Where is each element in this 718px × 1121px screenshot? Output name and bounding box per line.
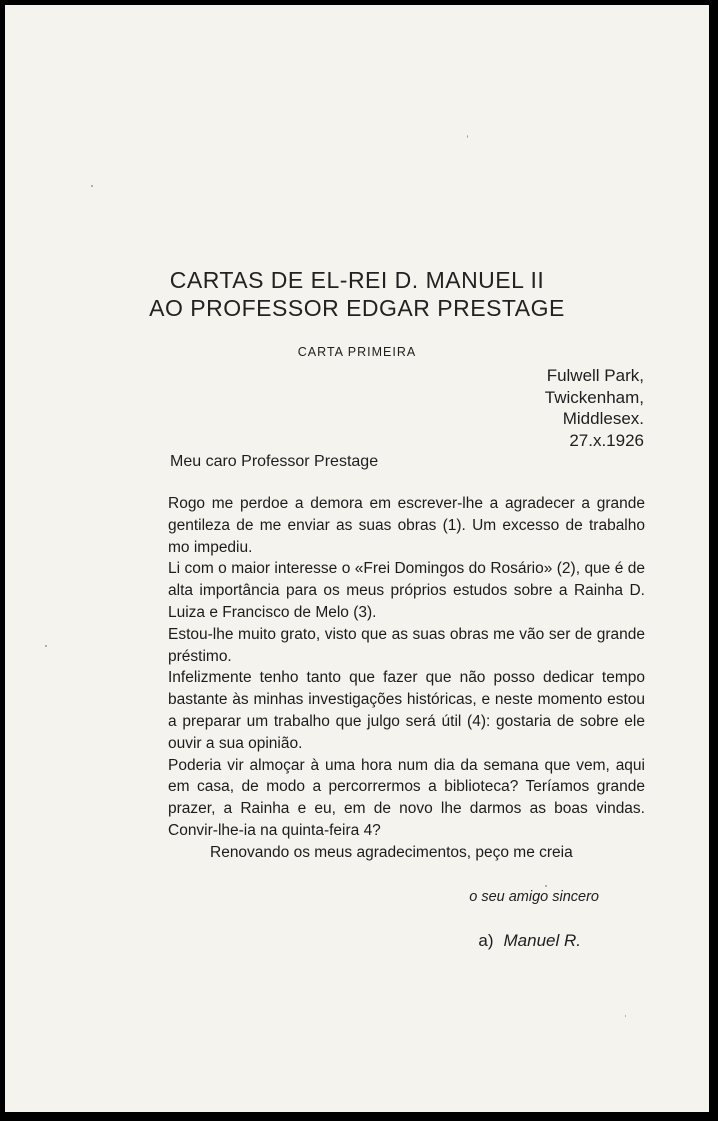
paragraph: Rogo me perdoe a demora em escrever-lhe a agradecer a grande gentileza de me enviar as suas obras (1). Um excesso de trabalho mo impediu. [168, 495, 645, 556]
paragraph: Estou-lhe muito grato, visto que as suas obras me vão ser de grande préstimo. [168, 625, 645, 665]
paragraph: Poderia vir almoçar à uma hora num dia da semana que vem, aqui em casa, de modo a percorrermos a biblioteca? Teríamos grande prazer, a Rainha e eu, em de novo lhe darmos as boas vindas. Convir-lhe-ia na quinta-feira 4? [168, 756, 645, 839]
paragraph-closing-formula: Renovando os meus agradecimentos, peço me creia [210, 843, 573, 861]
paragraph: Li com o maior interesse o «Frei Domingos do Rosário» (2), que é de alta importância para os meus próprios estudos sobre a Rainha D. Luiza e Francisco de Melo (3). [168, 560, 645, 621]
closing-line: o seu amigo sincero [469, 889, 599, 905]
letter-body [168, 493, 645, 864]
sender-address [545, 365, 644, 451]
letter-subtitle: CARTA PRIMEIRA [297, 345, 417, 359]
document-page [5, 5, 709, 1112]
signature-name: Manuel R. [503, 931, 581, 950]
signature [478, 931, 581, 951]
signature-prefix: a) [478, 931, 494, 950]
paper-speck [45, 645, 47, 647]
address-line: Fulwell Park, [546, 366, 644, 385]
title-line-2: AO PROFESSOR EDGAR PRESTAGE [149, 295, 565, 321]
paper-speck [467, 135, 468, 138]
address-line: Twickenham, [544, 387, 644, 407]
address-line: Middlesex. [562, 409, 644, 428]
paper-speck [545, 885, 547, 887]
paper-speck [91, 185, 93, 187]
paragraph: Infelizmente tenho tanto que fazer que não posso dedicar tempo bastante às minhas investigações históricas, e neste momento estou a preparar um trabalho que julgo será útil (4): gostaria de sobre ele ouvir a sua opinião. [168, 669, 645, 752]
title-line-1: CARTAS DE EL-REI D. MANUEL II [169, 267, 545, 293]
salutation: Meu caro Professor Prestage [170, 453, 379, 470]
paper-speck [625, 1015, 626, 1017]
letter-date: 27.x.1926 [569, 430, 644, 450]
